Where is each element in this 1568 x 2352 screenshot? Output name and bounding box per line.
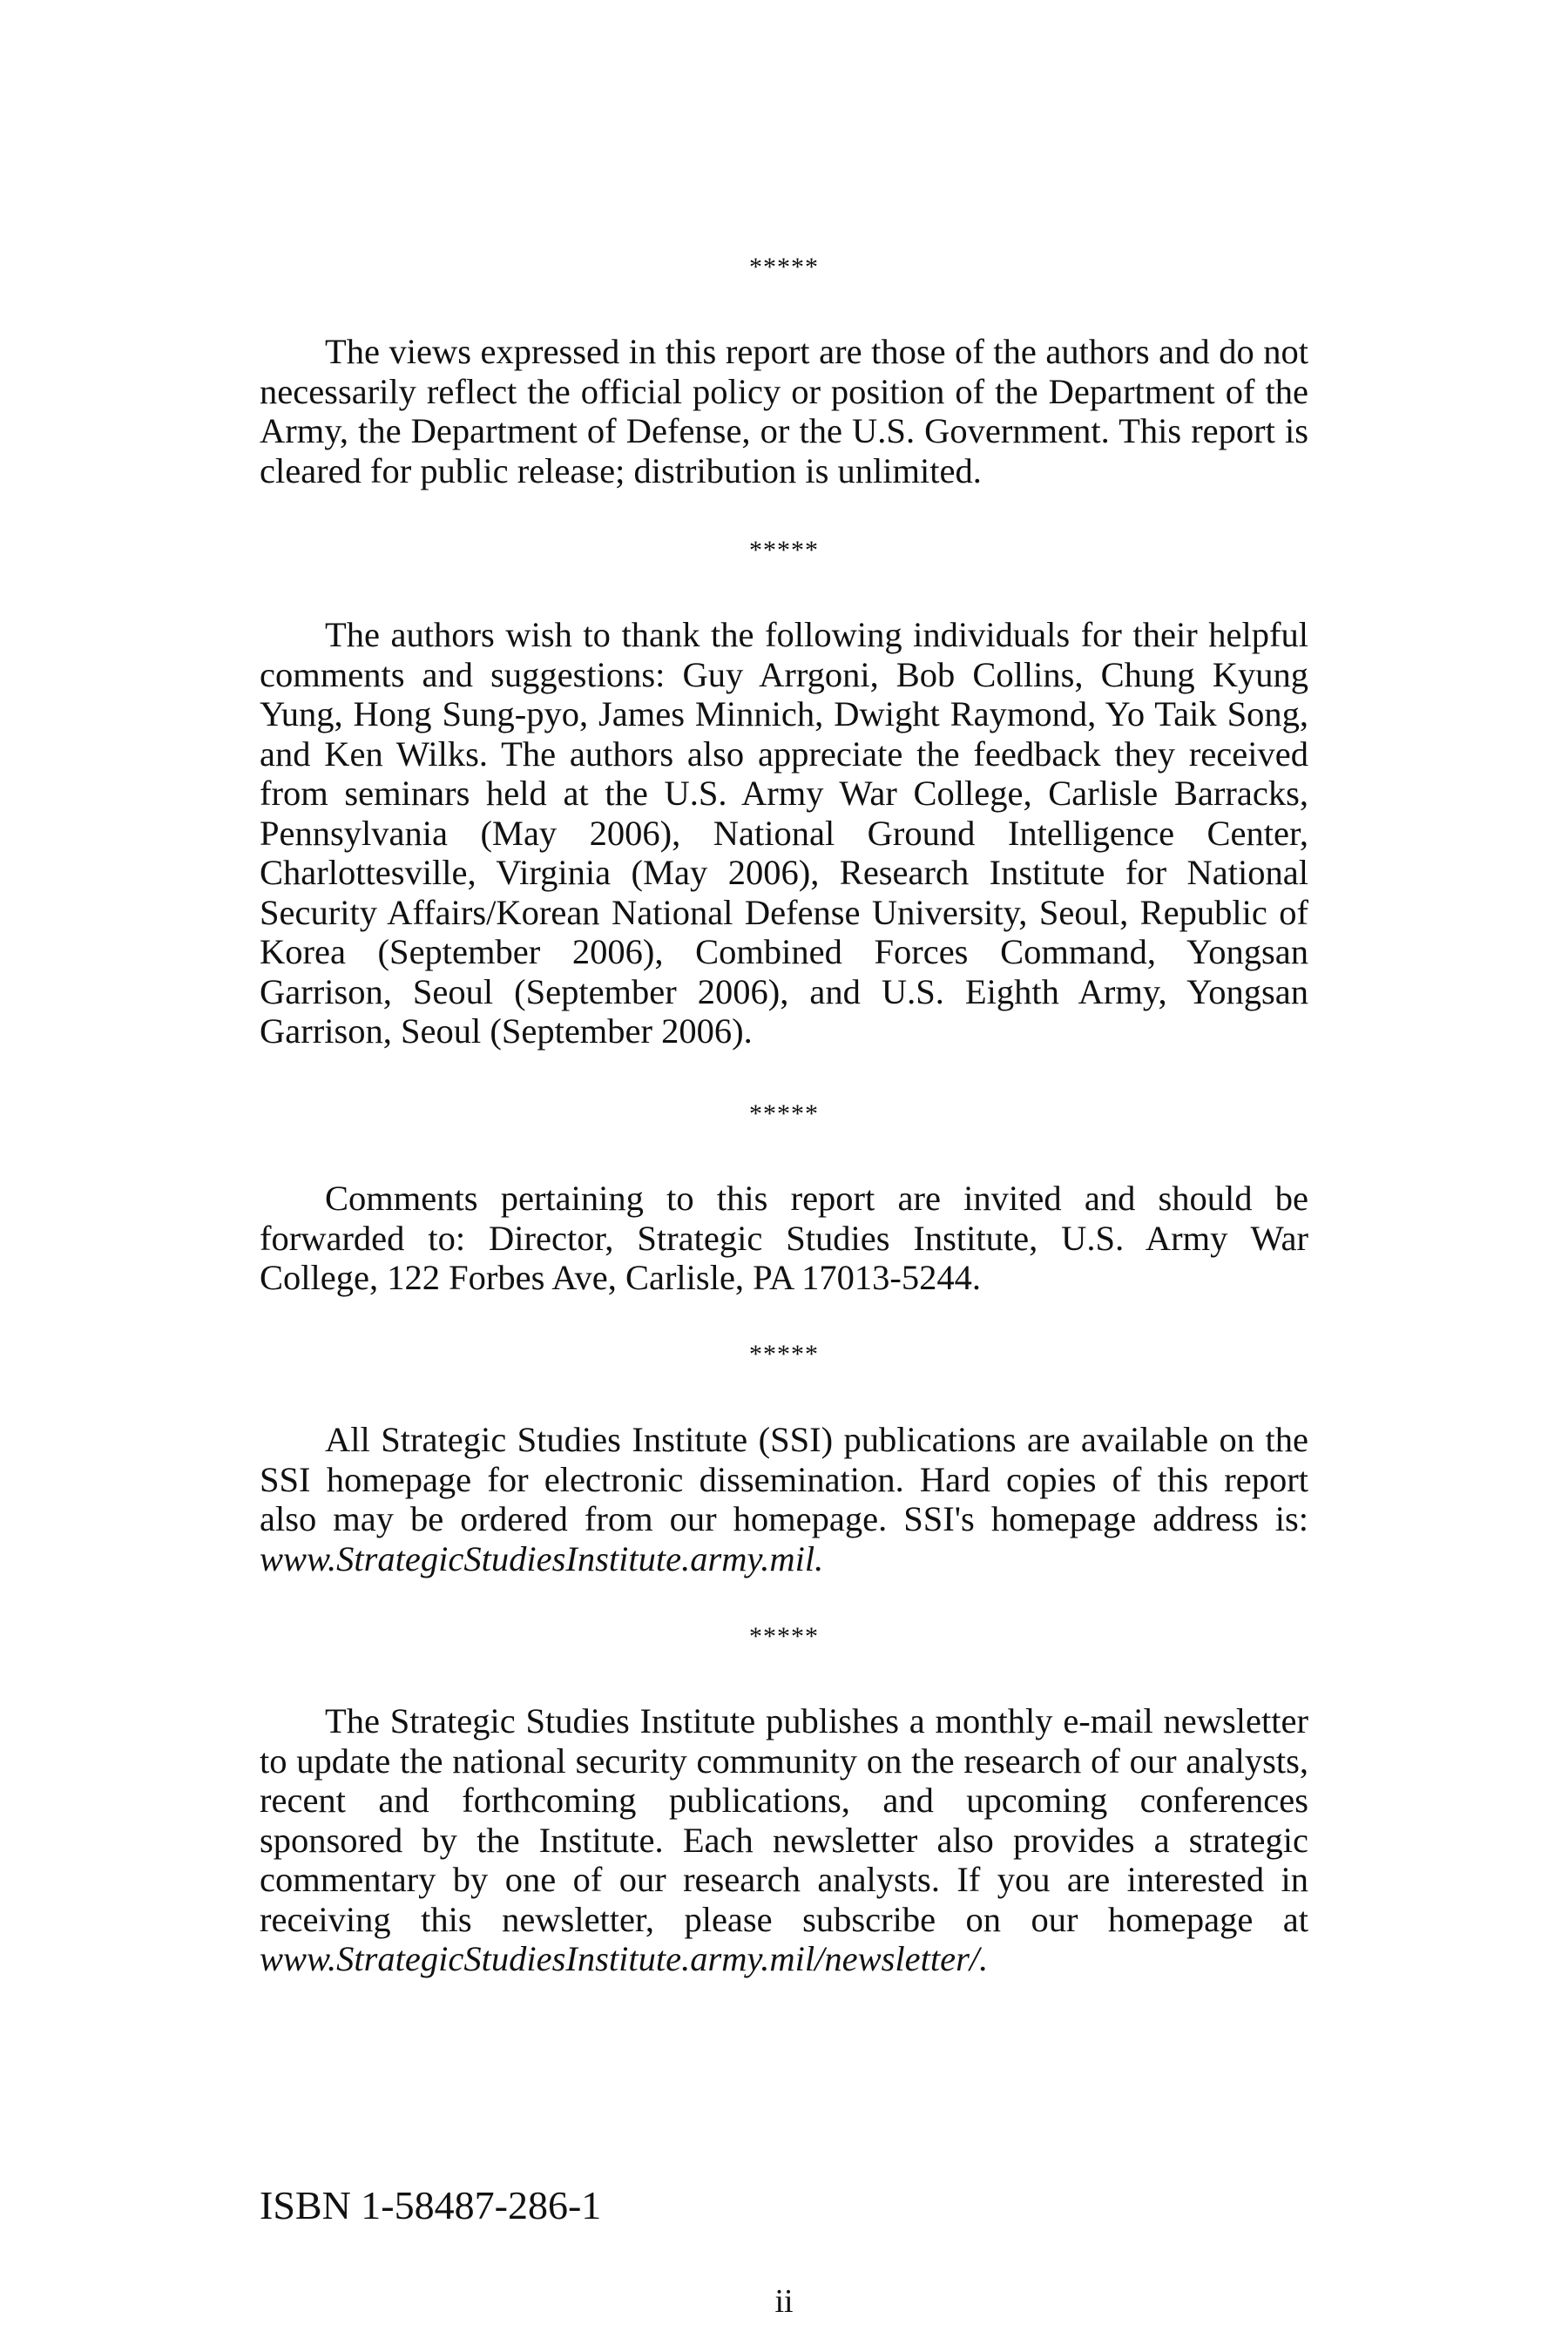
newsletter-paragraph — [260, 1701, 1308, 1979]
publications-paragraph — [260, 1420, 1308, 1578]
comments-paragraph: Comments pertaining to this report are invited and should be forwarded to: Director, Strategic Studies Institute, U.S. Army War College, 122 Forbes Ave, Carlisle, PA 17013-5244. — [260, 1179, 1308, 1297]
separator: ***** — [749, 1099, 819, 1128]
page-number: ii — [774, 2283, 794, 2320]
separator: ***** — [749, 253, 819, 281]
separator: ***** — [749, 1340, 819, 1369]
separator: ***** — [749, 536, 819, 564]
isbn: ISBN 1-58487-286-1 — [260, 2183, 602, 2227]
disclaimer-paragraph: The views expressed in this report are those of the authors and do not necessarily reflect the official policy or position of the Department of the Army, the Department of Defense, or the U.S. Government. This report is cleared for public release; distribution is unlimited. — [260, 332, 1308, 490]
acknowledgements-paragraph: The authors wish to thank the following individuals for their helpful comments and suggestions: Guy Arrgoni, Bob Collins, Chung Kyung Yung, Hong Sung-pyo, James Minnich, Dwight Raymond, Yo Taik Song, and Ken Wilks. The authors also appreciate the feedback they received from seminars held at the U.S. Army War College, Carlisle Barracks, Pennsylvania (May 2006), National Ground Intelligence Center, Charlottesville, Virginia (May 2006), Research Institute for National Security Affairs/Korean National Defense University, Seoul, Republic of Korea (September 2006), Combined Forces Command, Yongsan Garrison, Seoul (September 2006), and U.S. Eighth Army, Yongsan Garrison, Seoul (September 2006). — [260, 615, 1308, 1051]
newsletter-text: The Strategic Studies Institute publishes a monthly e-mail newsletter to update the national security community on the research of our analysts, recent and forthcoming publications, and upcoming conferences sponsored by the Institute. Each newsletter also provides a strategic commentary by one of our research analysts. If you are interested in receiving this newsletter, please subscribe on our homepage at — [260, 1701, 1308, 1939]
newsletter-link[interactable]: www.StrategicStudiesInstitute.army.mil/newsletter/. — [260, 1939, 989, 1978]
homepage-link[interactable]: www.StrategicStudiesInstitute.army.mil. — [260, 1538, 824, 1578]
separator: ***** — [749, 1622, 819, 1651]
publications-text: All Strategic Studies Institute (SSI) publications are available on the SSI homepage for electronic dissemination. Hard copies of this report also may be ordered from our homepage. SSI's homepage address is: — [260, 1420, 1308, 1538]
